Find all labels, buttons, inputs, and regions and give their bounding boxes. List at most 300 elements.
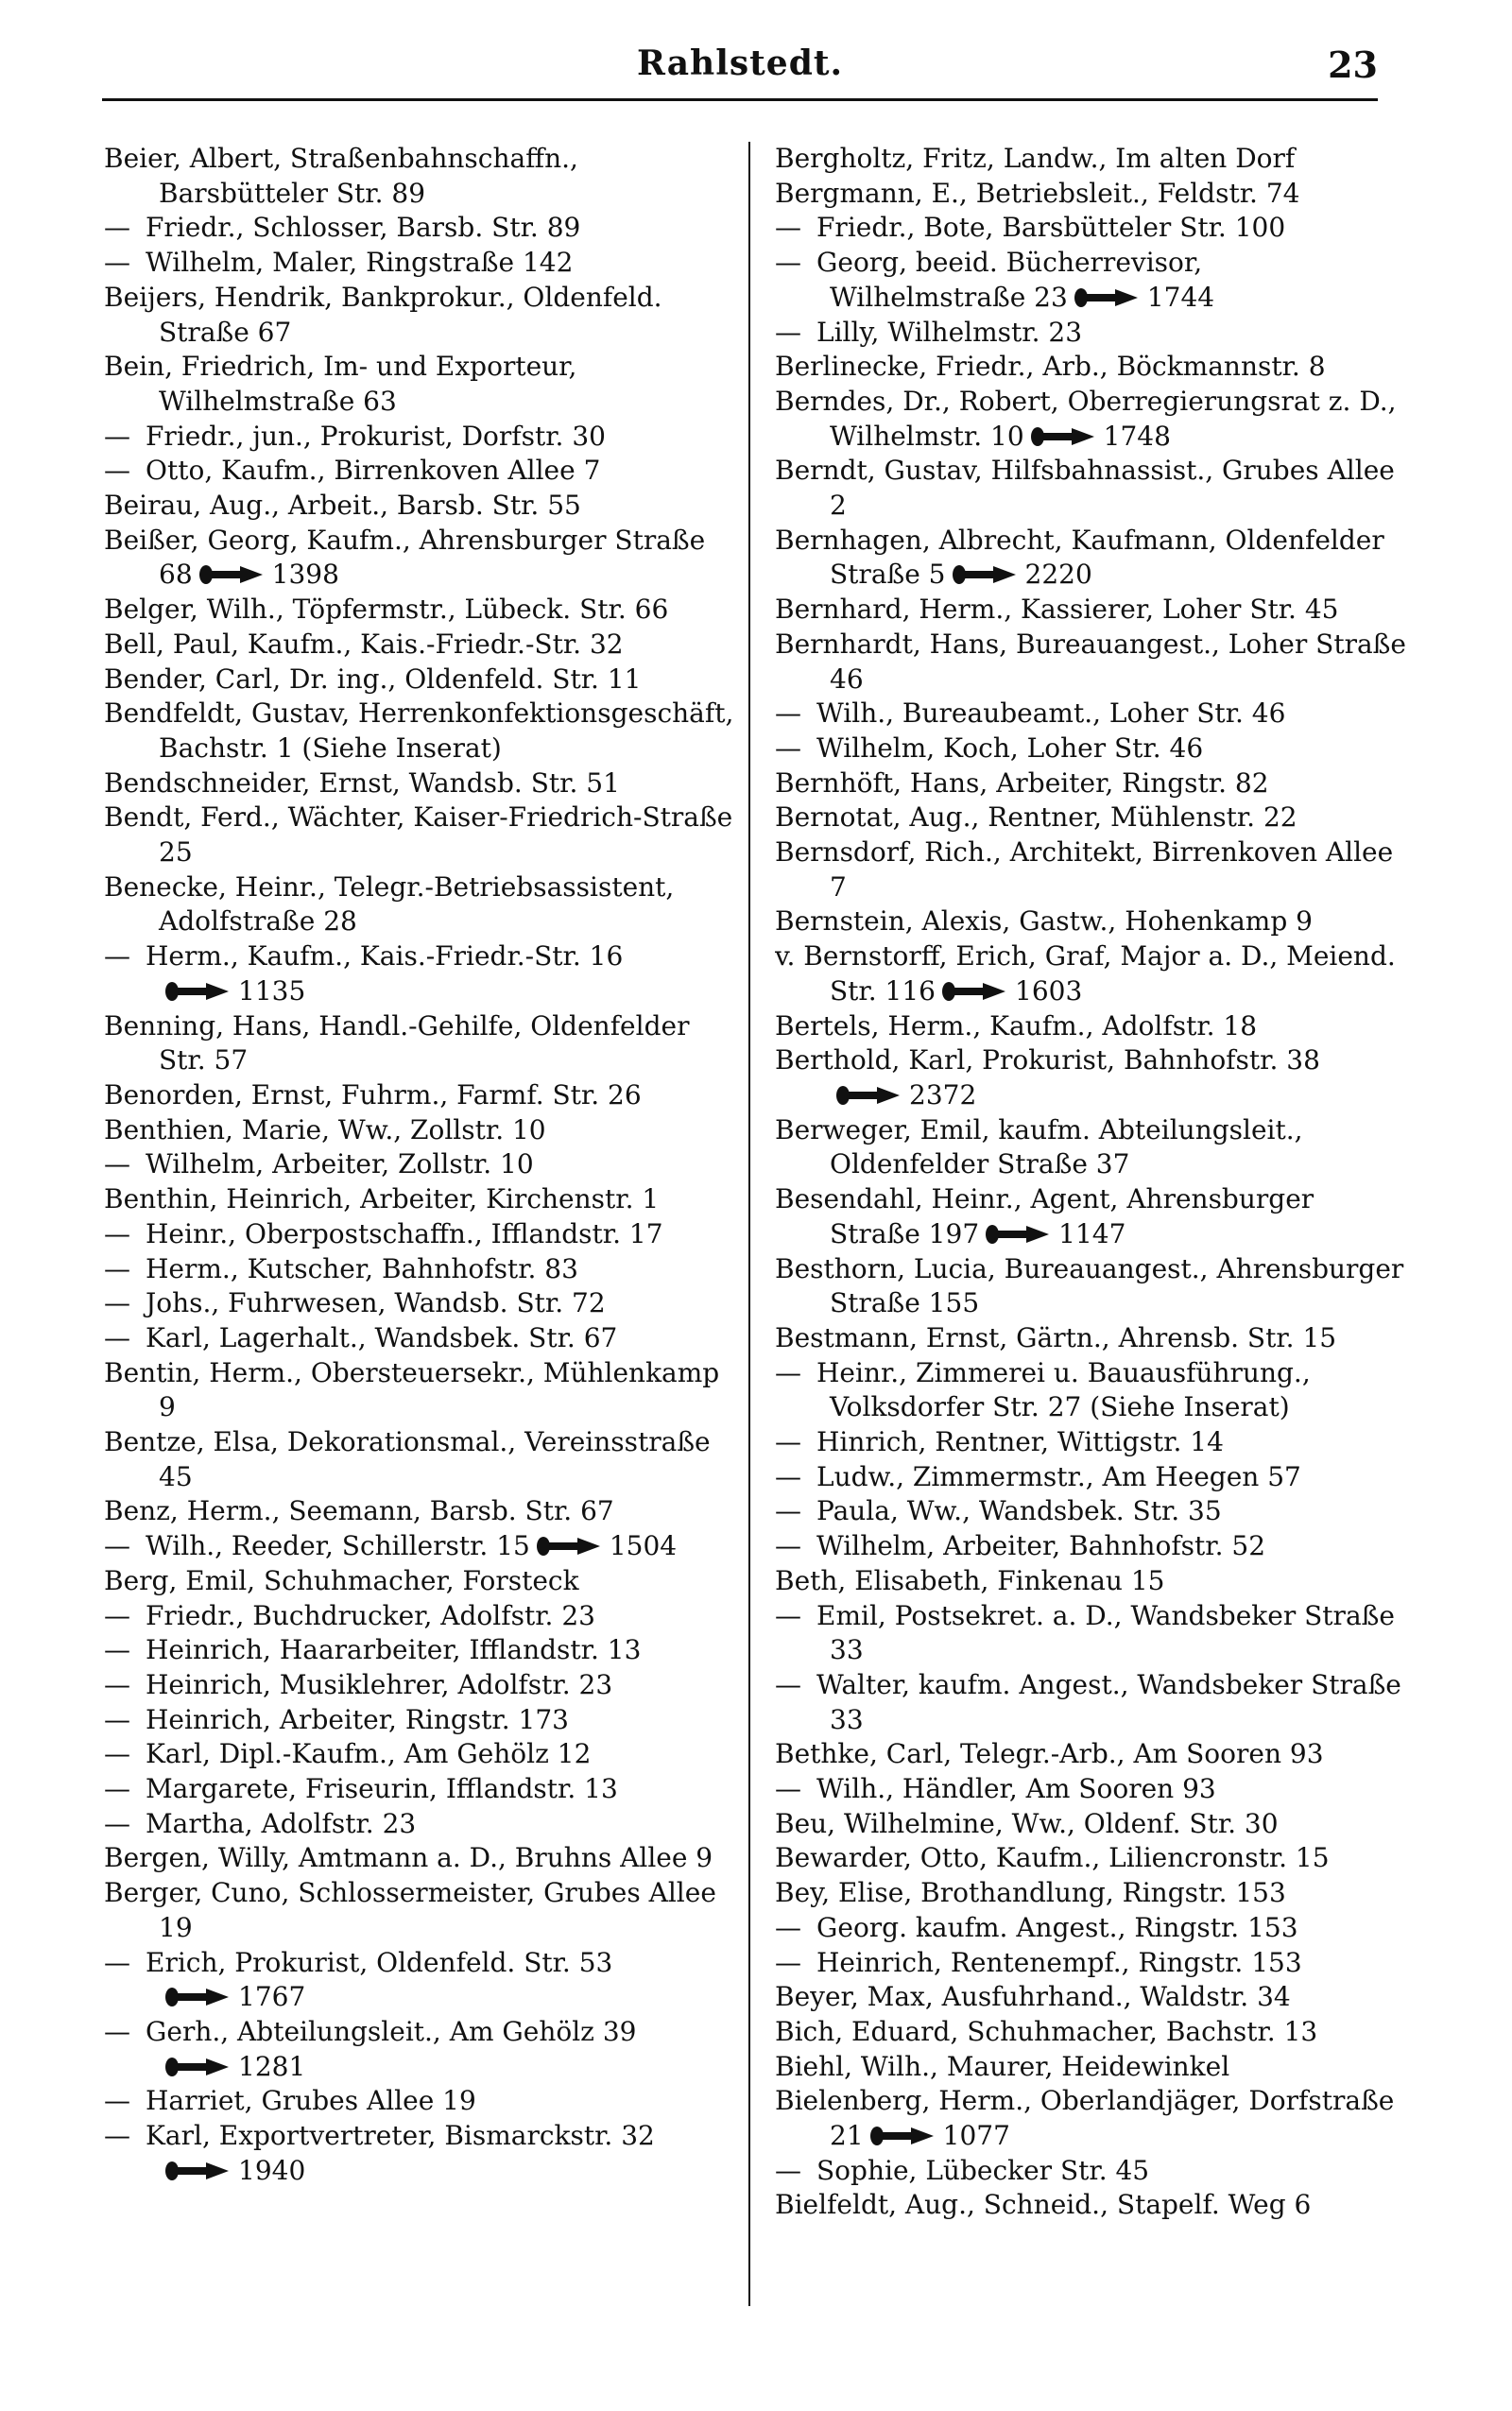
ditto-mark: — <box>104 1738 130 1770</box>
phone-number-value: 2220 <box>1024 559 1092 591</box>
directory-entry <box>775 1980 1406 2015</box>
entry-details: , Fuhrm., Farmf. Str. 26 <box>324 1078 642 1111</box>
entry-name: Benecke, Heinr. <box>104 870 318 903</box>
entry-details: , Architekt, Birrenkoven Allee 7 <box>830 836 1394 903</box>
entry-name: Besendahl, Heinr. <box>775 1183 1014 1215</box>
ditto-mark: — <box>775 316 801 348</box>
ditto-mark: — <box>104 1599 130 1631</box>
entry-details: Heinrich, Haararbeiter, Ifflandstr. 13 <box>146 1634 642 1666</box>
phone-number <box>159 2051 305 2082</box>
ditto-mark: — <box>104 1217 130 1249</box>
entry-details: , Kaufm., Adolfstr. 18 <box>972 1009 1258 1042</box>
entry-name: Bendfeldt, Gustav <box>104 697 342 730</box>
entry-name: Berger, Cuno <box>104 1877 282 1909</box>
phone-number-value: 1744 <box>1146 281 1215 313</box>
telephone-icon <box>1030 425 1096 448</box>
entry-name: Bewarder, Otto <box>775 1842 980 1874</box>
entry-name: Beier, Albert <box>104 143 274 174</box>
telephone-icon <box>164 1986 231 2008</box>
directory-entry <box>104 1772 735 1807</box>
entry-details: , Im- und Exporteur, Wilhelmstraße 63 <box>159 351 577 417</box>
ditto-mark: — <box>104 1634 130 1666</box>
phone-number <box>159 2155 305 2186</box>
directory-entry <box>104 1946 735 2015</box>
telephone-icon <box>164 2160 231 2182</box>
directory-entry <box>775 697 1406 732</box>
directory-entry <box>775 904 1406 939</box>
directory-entry <box>775 454 1406 523</box>
entry-name: Bernotat, Aug. <box>775 801 971 834</box>
directory-entry <box>104 2119 735 2188</box>
entry-name: Belger, Wilh. <box>104 594 276 626</box>
entry-details: , Obersteuersekr., Mühlenkamp 9 <box>159 1356 720 1423</box>
directory-entry <box>775 2188 1406 2223</box>
ditto-mark: — <box>104 1252 130 1284</box>
entry-name: Berlinecke, Friedr. <box>775 351 1026 383</box>
entry-details: , Schuhmacher, Forsteck <box>247 1564 579 1596</box>
entry-name: Bentze, Elsa <box>104 1426 271 1458</box>
entry-name: v. Bernstorff, Erich <box>775 940 1028 973</box>
entry-name: Besthorn, Lucia <box>775 1252 988 1284</box>
entry-details: , Agent, Ahrensburger Straße 197 <box>830 1183 1314 1249</box>
phone-number-value: 1767 <box>238 1981 306 2013</box>
entry-details: Wilh., Reeder, Schillerstr. 15 <box>146 1530 530 1562</box>
directory-entry <box>104 454 735 489</box>
directory-entry <box>104 1529 735 1564</box>
entry-name: Biehl, Wilh. <box>775 2050 931 2082</box>
directory-entry <box>775 766 1406 801</box>
entry-name: Benthin, Heinrich <box>104 1183 344 1215</box>
phone-number-value: 1398 <box>271 559 339 591</box>
entry-details: , Dekorationsmal., Vereinsstraße 45 <box>159 1426 711 1492</box>
directory-entry <box>104 1876 735 1945</box>
directory-entry <box>775 211 1406 246</box>
directory-entry <box>104 628 735 663</box>
directory-entry <box>775 1841 1406 1876</box>
phone-number <box>159 1981 305 2012</box>
entry-details: Friedr., Schlosser, Barsb. Str. 89 <box>146 212 581 244</box>
telephone-icon <box>985 1223 1051 1246</box>
entry-name: Berndt, Gustav <box>775 455 974 487</box>
ditto-mark: — <box>104 1703 130 1735</box>
entry-details: Karl, Lagerhalt., Wandsbek. Str. 67 <box>146 1321 618 1353</box>
ditto-mark: — <box>775 1668 801 1700</box>
entry-details: , Kaufmann, Oldenfelder Straße 5 <box>830 524 1384 591</box>
directory-entry <box>775 1043 1406 1112</box>
directory-entry <box>775 1737 1406 1772</box>
directory-entry <box>775 2015 1406 2050</box>
telephone-icon <box>835 1084 902 1107</box>
ditto-mark: — <box>775 732 801 764</box>
telephone-icon <box>941 980 1007 1003</box>
directory-entry <box>104 697 735 766</box>
entry-details: , Prokurist, Bahnhofstr. 38 <box>965 1044 1320 1076</box>
left-column <box>104 142 735 2306</box>
directory-entry <box>104 1841 735 1876</box>
directory-entry <box>104 420 735 455</box>
directory-entry <box>104 142 735 211</box>
ditto-mark: — <box>775 1530 801 1562</box>
page-header <box>102 34 1378 100</box>
entry-details: Karl, Dipl.-Kaufm., Am Gehölz 12 <box>146 1738 592 1770</box>
ditto-mark: — <box>104 1668 130 1700</box>
directory-entry <box>775 1460 1406 1495</box>
entry-name: Bergholtz, Fritz <box>775 143 987 174</box>
entry-name: Bethke, Carl <box>775 1738 944 1770</box>
entry-details: , Dr. ing., Oldenfeld. Str. 11 <box>272 663 642 695</box>
directory-entry <box>775 385 1406 454</box>
ditto-mark: — <box>775 1946 801 1978</box>
entry-details: , Ww., Zollstr. 10 <box>321 1113 546 1145</box>
ditto-mark: — <box>104 2085 130 2117</box>
entry-details: Margarete, Friseurin, Ifflandstr. 13 <box>146 1773 618 1805</box>
entry-details: , Amtmann a. D., Bruhns Allee 9 <box>282 1842 713 1874</box>
entry-name: Bendschneider, Ernst <box>104 766 392 799</box>
directory-entry <box>775 1321 1406 1356</box>
directory-entry <box>104 663 735 697</box>
entry-details: , Bankprokur., Oldenfeld. Straße 67 <box>159 281 662 348</box>
entry-details: Erich, Prokurist, Oldenfeld. Str. 53 <box>146 1946 613 1978</box>
entry-details: Hinrich, Rentner, Wittigstr. 14 <box>816 1426 1224 1458</box>
ditto-mark: — <box>775 1599 801 1631</box>
entry-details: Harriet, Grubes Allee 19 <box>146 2085 476 2117</box>
ditto-mark: — <box>104 247 130 279</box>
entry-details: Lilly, Wilhelmstr. 23 <box>816 316 1083 348</box>
entry-details: , Kaufm., Kais.-Friedr.-Str. 32 <box>231 628 624 660</box>
directory-entry <box>775 350 1406 385</box>
entry-details: , Telegr.-Betriebsassistent, Adolfstraße 28 <box>159 870 675 938</box>
entry-details: , Oberregierungsrat z. D., Wilhelmstr. 10 <box>830 385 1397 452</box>
ditto-mark: — <box>104 1321 130 1353</box>
entry-details: Walter, kaufm. Angest., Wandsbeker Straße 33 <box>816 1668 1401 1735</box>
entry-details: Wilh., Bureaubeamt., Loher Str. 46 <box>816 697 1286 730</box>
entry-details: , Rentner, Mühlenstr. 22 <box>971 801 1297 834</box>
ditto-mark: — <box>104 2120 130 2152</box>
entry-details: , Gastw., Hohenkamp 9 <box>1002 905 1313 938</box>
directory-entry <box>775 1529 1406 1564</box>
entry-name: Beirau, Aug. <box>104 490 272 522</box>
entry-details: , Seemann, Barsb. Str. 67 <box>271 1495 614 1527</box>
ditto-mark: — <box>104 2015 130 2047</box>
entry-name: Beijers, Hendrik <box>104 281 325 313</box>
ditto-mark: — <box>104 212 130 244</box>
directory-entry <box>775 1113 1406 1182</box>
entry-details: Ludw., Zimmermstr., Am Heegen 57 <box>816 1460 1301 1492</box>
directory-entry <box>104 1252 735 1287</box>
phone-number <box>1024 421 1171 452</box>
ditto-mark: — <box>104 1807 130 1839</box>
directory-entry <box>104 801 735 870</box>
entry-name: Beyer, Max <box>775 1981 925 2013</box>
entry-name: Bertels, Herm. <box>775 1009 973 1042</box>
entry-name: Bernsdorf, Rich. <box>775 836 993 869</box>
entry-details: Sophie, Lübecker Str. 45 <box>816 2154 1150 2186</box>
entry-details: , Brothandlung, Ringstr. 153 <box>903 1877 1286 1909</box>
phone-number <box>159 975 305 1007</box>
ditto-mark: — <box>775 1773 801 1805</box>
entry-details: , Schuhmacher, Bachstr. 13 <box>950 2015 1318 2047</box>
directory-entry <box>104 489 735 524</box>
phone-number-value: 1603 <box>1015 974 1083 1007</box>
directory-entry <box>775 177 1406 212</box>
directory-entry <box>104 593 735 628</box>
phone-number-value: 1135 <box>238 974 306 1007</box>
phone-number-value: 1147 <box>1058 1217 1126 1249</box>
directory-entry <box>775 524 1406 593</box>
entry-details: , Ww., Oldenf. Str. 30 <box>994 1807 1279 1839</box>
directory-entry <box>104 2015 735 2084</box>
entry-name: Berweger, Emil <box>775 1113 982 1145</box>
directory-entry <box>775 1946 1406 1981</box>
directory-entry <box>104 1633 735 1668</box>
ditto-mark: — <box>775 1356 801 1388</box>
ditto-mark: — <box>104 420 130 452</box>
entry-details: Wilhelm, Arbeiter, Zollstr. 10 <box>146 1148 534 1180</box>
directory-entry <box>104 870 735 939</box>
directory-entry <box>104 246 735 281</box>
entry-details: , Graf, Major a. D., Meiend. Str. 116 <box>830 940 1396 1007</box>
entry-details: Heinr., Zimmerei u. Bauausführung., Volksdorfer Str. 27 (Siehe Inserat) <box>816 1356 1311 1423</box>
entry-details: Heinrich, Musiklehrer, Adolfstr. 23 <box>146 1668 613 1700</box>
directory-entry <box>104 1564 735 1599</box>
directory-entry <box>775 835 1406 904</box>
column-divider <box>748 142 750 2306</box>
entry-details: , Ausfuhrhand., Waldstr. 34 <box>924 1981 1291 2013</box>
directory-entry <box>775 1252 1406 1321</box>
directory-entry <box>104 211 735 246</box>
ditto-mark: — <box>775 1426 801 1458</box>
ditto-mark: — <box>104 1946 130 1978</box>
telephone-icon <box>164 980 231 1003</box>
phone-number-value: 1504 <box>609 1530 678 1562</box>
entry-details: Paula, Ww., Wandsbek. Str. 35 <box>816 1495 1222 1527</box>
directory-entry <box>775 2084 1406 2153</box>
entry-details: Heinr., Oberpostschaffn., Ifflandstr. 17 <box>146 1217 663 1249</box>
ditto-mark: — <box>104 1287 130 1319</box>
entry-name: Benorden, Ernst <box>104 1078 325 1111</box>
directory-entry <box>775 316 1406 351</box>
directory-entry <box>775 246 1406 315</box>
phone-number <box>864 2120 1010 2151</box>
entry-details: , Bureauangest., Ahrensburger Straße 155 <box>830 1252 1404 1319</box>
phone-number-value: 1077 <box>942 2120 1010 2152</box>
entry-name: Benning, Hans <box>104 1009 302 1042</box>
directory-entry <box>775 1668 1406 1737</box>
ditto-mark: — <box>775 2154 801 2186</box>
ditto-mark: — <box>104 1148 130 1180</box>
phone-number <box>946 559 1092 590</box>
phone-number <box>193 559 339 590</box>
phone-number <box>1068 282 1214 313</box>
entry-name: Beu, Wilhelmine <box>775 1807 995 1839</box>
entry-name: Bell, Paul <box>104 628 232 660</box>
entry-details: , Herrenkonfektionsgeschäft, Bachstr. 1 (Siehe Inserat) <box>159 697 734 764</box>
phone-number <box>830 1079 976 1111</box>
directory-entry <box>104 1182 735 1217</box>
entry-details: Martha, Adolfstr. 23 <box>146 1807 417 1839</box>
phone-number-value: 1940 <box>238 2154 306 2186</box>
directory-entry <box>775 1876 1406 1911</box>
entry-details: , Töpfermstr., Lübeck. Str. 66 <box>275 594 669 626</box>
entry-name: Bernstein, Alexis <box>775 905 1003 938</box>
entry-details: Friedr., Bote, Barsbütteler Str. 100 <box>816 212 1286 244</box>
entry-details: , Wandsb. Str. 51 <box>391 766 620 799</box>
ditto-mark: — <box>775 1460 801 1492</box>
directory-entry <box>104 939 735 1008</box>
entry-details: , Maurer, Heidewinkel <box>930 2050 1230 2082</box>
ditto-mark: — <box>775 1495 801 1527</box>
directory-entry <box>104 1356 735 1425</box>
directory-entry <box>775 2050 1406 2085</box>
directory-entry <box>104 1286 735 1321</box>
entry-details: Emil, Postsekret. a. D., Wandsbeker Straße 33 <box>816 1599 1395 1666</box>
entry-name: Bergen, Willy <box>104 1842 283 1874</box>
telephone-icon <box>198 563 265 586</box>
telephone-icon <box>164 2056 231 2078</box>
entry-name: Bey, Elise <box>775 1877 904 1909</box>
directory-entry <box>104 350 735 419</box>
directory-entry <box>775 1564 1406 1599</box>
entry-details: , Arbeiter, Ringstr. 82 <box>979 766 1269 799</box>
entry-details: , Bureauangest., Loher Straße 46 <box>830 628 1406 695</box>
directory-entry <box>775 1772 1406 1807</box>
phone-number-value: 1281 <box>238 2050 306 2082</box>
telephone-icon <box>1074 286 1140 309</box>
entry-details: Karl, Exportvertreter, Bismarckstr. 32 <box>146 2120 655 2152</box>
directory-entry <box>775 1911 1406 1946</box>
right-column <box>775 142 1406 2306</box>
directory-entry <box>104 1703 735 1738</box>
entry-name: Bernhagen, Albrecht <box>775 524 1055 556</box>
entry-details: , Landw., Im alten Dorf <box>986 143 1296 174</box>
phone-number <box>936 975 1082 1007</box>
directory-entry <box>104 2084 735 2119</box>
ditto-mark: — <box>104 1773 130 1805</box>
directory-entry <box>104 1737 735 1772</box>
entry-details: Friedr., Buchdrucker, Adolfstr. 23 <box>146 1599 595 1631</box>
directory-entry <box>775 2154 1406 2189</box>
entry-details: Georg. kaufm. Angest., Ringstr. 153 <box>816 1911 1298 1943</box>
telephone-icon <box>869 2125 936 2147</box>
entry-details: , Straßenbahnschaffn., Barsbütteler Str. 89 <box>159 143 578 209</box>
directory-entry <box>104 1425 735 1494</box>
directory-entry <box>775 593 1406 628</box>
entry-name: Berthold, Karl <box>775 1044 966 1076</box>
entry-name: Bergmann, E. <box>775 177 959 209</box>
entry-name: Bernhard, Herm. <box>775 594 1005 626</box>
entry-name: Bender, Carl <box>104 663 273 695</box>
entry-details: Otto, Kaufm., Birrenkoven Allee 7 <box>146 455 601 487</box>
ditto-mark: — <box>104 1530 130 1562</box>
directory-entry <box>104 1009 735 1078</box>
entry-details: Herm., Kaufm., Kais.-Friedr.-Str. 16 <box>146 940 624 973</box>
ditto-mark: — <box>104 940 130 973</box>
entry-details: , Gärtn., Ahrensb. Str. 15 <box>999 1321 1337 1353</box>
page-title: Rahlstedt. <box>636 43 844 83</box>
entry-name: Bendt, Ferd. <box>104 801 271 834</box>
entry-details: , Schlossermeister, Grubes Allee 19 <box>159 1877 716 1943</box>
entry-details: Wilhelm, Koch, Loher Str. 46 <box>816 732 1204 764</box>
entry-details: , Telegr.-Arb., Am Sooren 93 <box>943 1738 1324 1770</box>
entry-details: , Kassierer, Loher Str. 45 <box>1004 594 1339 626</box>
entry-details: , Betriebsleit., Feldstr. 74 <box>958 177 1300 209</box>
entry-details: , Hilfsbahnassist., Grubes Allee 2 <box>830 455 1395 522</box>
directory-entry <box>775 732 1406 766</box>
entry-details: , Arb., Böckmannstr. 8 <box>1025 351 1326 383</box>
directory-entry <box>775 801 1406 835</box>
entry-details: Wilhelm, Arbeiter, Bahnhofstr. 52 <box>816 1530 1266 1562</box>
directory-entry <box>775 142 1406 177</box>
directory-entry <box>104 1078 735 1113</box>
directory-entry <box>104 1807 735 1842</box>
entry-name: Beth, Elisabeth <box>775 1564 981 1596</box>
phone-number <box>530 1530 677 1561</box>
directory-entry <box>104 1217 735 1252</box>
directory-entry <box>775 1425 1406 1460</box>
telephone-icon <box>952 563 1018 586</box>
ditto-mark: — <box>775 697 801 730</box>
entry-details: Herm., Kutscher, Bahnhofstr. 83 <box>146 1252 578 1284</box>
directory-entry <box>104 1494 735 1529</box>
directory-entry <box>104 1668 735 1703</box>
directory-entry <box>775 1356 1406 1425</box>
directory-entry <box>104 766 735 801</box>
entry-details: , Arbeit., Barsb. Str. 55 <box>271 490 581 522</box>
ditto-mark: — <box>775 247 801 279</box>
ditto-mark: — <box>104 455 130 487</box>
telephone-icon <box>536 1535 602 1558</box>
ditto-mark: — <box>775 212 801 244</box>
entry-details: , Wächter, Kaiser-Friedrich-Straße 25 <box>159 801 733 869</box>
entry-name: Bich, Eduard <box>775 2015 951 2047</box>
page-number: 23 <box>1328 43 1378 86</box>
directory-entry <box>104 1147 735 1182</box>
entry-details: , Finkenau 15 <box>980 1564 1165 1596</box>
entry-name: Bielfeldt, Aug. <box>775 2189 967 2221</box>
directory-entry <box>775 1599 1406 1668</box>
directory-entry <box>775 939 1406 1008</box>
entry-details: Wilhelm, Maler, Ringstraße 142 <box>146 247 574 279</box>
entry-name: Bernhöft, Hans <box>775 766 980 799</box>
directory-entry <box>104 1321 735 1356</box>
entry-details: Wilh., Händler, Am Sooren 93 <box>816 1773 1216 1805</box>
entry-name: Berndes, Dr., Robert <box>775 385 1051 417</box>
phone-number-value: 2372 <box>909 1078 977 1111</box>
entry-details: Johs., Fuhrwesen, Wandsb. Str. 72 <box>146 1287 606 1319</box>
entry-details: , Kaufm., Ahrensburger Straße 68 <box>159 524 706 591</box>
entry-details: Georg, beeid. Bücherrevisor, Wilhelmstraße 23 <box>816 247 1203 313</box>
entry-details: , Schneid., Stapelf. Weg 6 <box>967 2189 1312 2221</box>
directory-entry <box>104 1113 735 1148</box>
phone-number <box>979 1218 1125 1249</box>
entry-name: Benz, Herm. <box>104 1495 272 1527</box>
directory-entry <box>775 1807 1406 1842</box>
entry-details: Friedr., jun., Prokurist, Dorfstr. 30 <box>146 420 606 452</box>
directory-entry <box>775 628 1406 697</box>
entry-details: , kaufm. Abteilungsleit., Oldenfelder Straße 37 <box>830 1113 1303 1180</box>
entry-name: Benthien, Marie <box>104 1113 322 1145</box>
entry-name: Bein, Friedrich <box>104 351 307 383</box>
entry-name: Bernhardt, Hans <box>775 628 1000 660</box>
entry-details: Gerh., Abteilungsleit., Am Gehölz 39 <box>146 2015 637 2047</box>
directory-entry <box>775 1009 1406 1044</box>
directory-entry <box>775 1494 1406 1529</box>
entry-details: , Kaufm., Liliencronstr. 15 <box>979 1842 1330 1874</box>
entry-name: Berg, Emil <box>104 1564 248 1596</box>
entry-details: Heinrich, Rentenempf., Ringstr. 153 <box>816 1946 1302 1978</box>
header-rule <box>102 98 1378 101</box>
directory-entry <box>104 1599 735 1634</box>
